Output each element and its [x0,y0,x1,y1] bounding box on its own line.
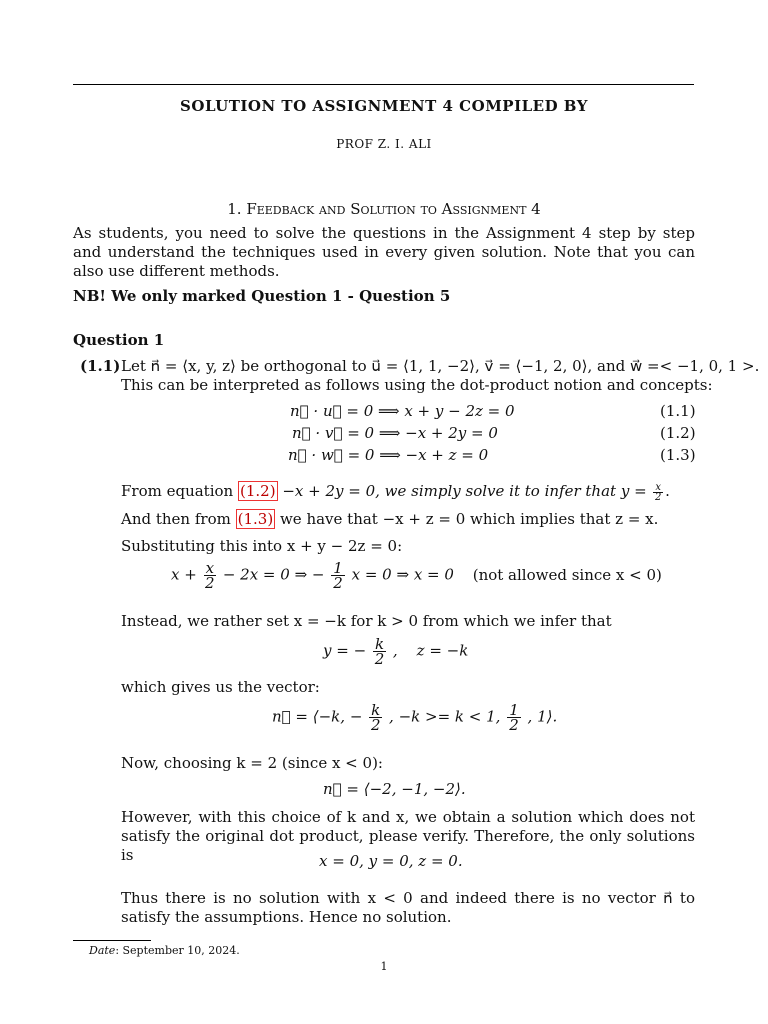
equation-1: n⃗ · u⃗ = 0 ⟹ x + y − 2z = 0 [290,402,515,420]
top-rule [73,84,694,85]
vector-equation: n⃗ = ⟨−k, − $\frac{k}{2}$ , −k >= k < 1, $\frac{1}{2}$ , 1⟩. [272,701,558,734]
from-equation-line: From equation (1.2) −x + 2y = 0, we simply solve it to infer that y = $\frac{x}{2}$ . [121,481,670,503]
y-z-equation: y = − $\frac{k}{2}$ , z = −k [323,635,469,668]
and-then-line [121,510,658,528]
date-footnote: Date: September 10, 2024. [89,944,240,957]
and-then-text-a: And then from [121,510,231,528]
item-label: (1.1) [80,357,121,375]
from-equation-text-a: From equation [121,482,234,500]
fraction-k-over-2: $\frac{k}{2}$ [374,635,385,668]
question-1-heading: Question 1 [73,331,165,349]
from-equation-text-b: −x + 2y = 0, we simply solve it to infer that y = [282,482,647,500]
and-then-text-b: we have that −x + z = 0 which implies that z = x. [279,510,659,528]
fraction-1-over-2-vector: $\frac{1}{2}$ [509,701,519,734]
nb-note: NB! We only marked Question 1 - Question 5 [73,287,451,305]
fraction-1-over-2: $\frac{1}{2}$ [333,559,343,592]
equation-1-number: (1.1) [660,402,696,420]
equation-2: n⃗ · v⃗ = 0 ⟹ −x + 2y = 0 [292,424,498,442]
intro-paragraph: As students, you need to solve the questions in the Assignment 4 step by step and understand the techniques used in every given solution. Note that you can also use different methods. [73,224,695,280]
page-number: 1 [380,960,388,973]
document-author: PROF Z. I. ALI [336,137,432,151]
substituting-line: Substituting this into x + y − 2z = 0: [121,537,403,555]
fraction-k-over-2-vector: $\frac{k}{2}$ [370,701,381,734]
conclusion-paragraph: Thus there is no solution with x < 0 and indeed there is no vector n⃗ to satisfy the assumptions. Hence no solution. [121,889,695,926]
item-line-1: Let n⃗ = ⟨x, y, z⟩ be orthogonal to u⃗ = ⟨1, 1, −2⟩, v⃗ = ⟨−1, 2, 0⟩, and w⃗ =< −1, 0, 1 >. [121,357,760,375]
equation-2-number: (1.2) [660,424,696,442]
equation-1-2-link[interactable]: (1.2) [239,482,276,500]
however-paragraph: However, with this choice of k and x, we obtain a solution which does not satisfy the original dot product, please verify. Therefore, the only solutions is [121,808,695,864]
equation-3: n⃗ · w⃗ = 0 ⟹ −x + z = 0 [288,446,489,464]
section-heading: 1. Feedback and Solution to Assignment 4 [227,200,541,218]
equation-1-3-link[interactable]: (1.3) [237,510,274,528]
n-value-equation: n⃗ = ⟨−2, −1, −2⟩. [323,780,466,798]
item-line-2: This can be interpreted as follows using the dot-product notion and concepts: [121,376,713,394]
footnote-rule [73,940,151,941]
substitution-equation: x + $\frac{x}{2}$ − 2x = 0 ⇒ − $\frac{1}{2}$ x = 0 ⇒ x = 0 (not allowed since x < 0) [171,559,662,592]
only-solution-equation: x = 0, y = 0, z = 0. [319,852,463,870]
now-choosing-line: Now, choosing k = 2 (since x < 0): [121,754,383,772]
fraction-x-over-2-display: $\frac{x}{2}$ [205,559,215,592]
document-title: SOLUTION TO ASSIGNMENT 4 COMPILED BY [180,97,588,115]
which-gives-line: which gives us the vector: [121,678,320,696]
instead-line: Instead, we rather set x = −k for k > 0 from which we infer that [121,612,612,630]
equation-3-number: (1.3) [660,446,696,464]
not-allowed-note: (not allowed since x < 0) [472,565,662,584]
fraction-x-over-2: $\frac{x}{2}$ [655,481,662,503]
